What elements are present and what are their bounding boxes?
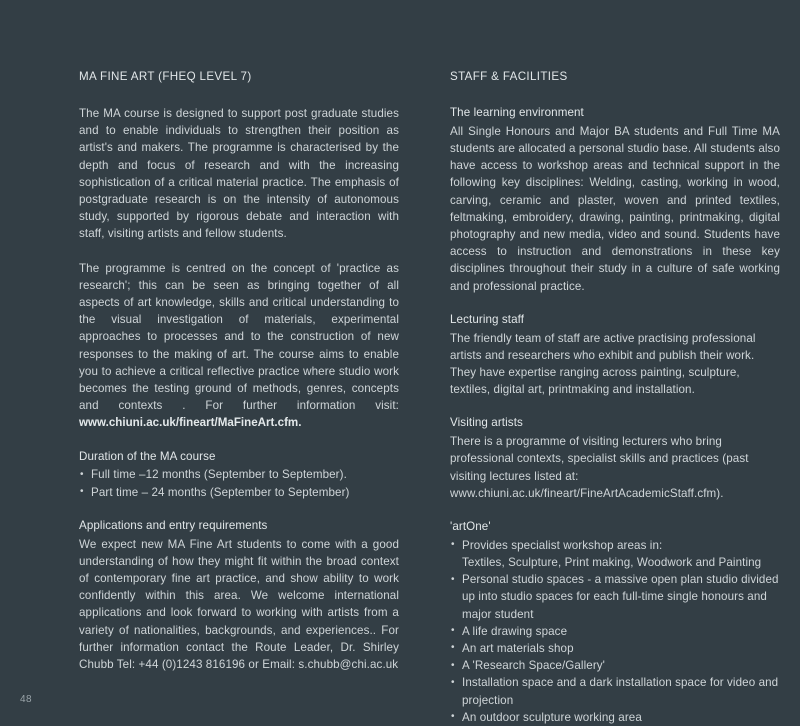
list-item: • Full time –12 months (September to September). [79,466,399,483]
practice-as-research-text: The programme is centred on the concept of 'practice as research'; this can be seen as bringing together of all aspects of art knowledge, skills and critical understanding to the visual investigation of materials, experimental approaches to processes and to the construction of new responses to the making of art. The course aims to enable you to achieve a critical reflective practice where studio work becomes the testing ground of methods, genres, concepts and contexts . For further information visit: [79,261,399,413]
left-section-title: MA FINE ART (FHEQ LEVEL 7) [79,70,252,83]
list-item-continuation: Textiles, Sculpture, Print making, Woodwork and Painting [462,555,762,569]
list-item-text: Provides specialist workshop areas in: [462,538,663,552]
page-number: 48 [20,694,32,705]
lecturing-staff-heading: Lecturing staff [450,312,525,326]
applications-body: We expect new MA Fine Art students to come with a good understanding of how they might fit within the broad context of contemporary fine art practice, and show ability to work confidently within this area. We welcome international applications and look forward to working with artists from a variety of nationalities, backgrounds, and experiences.. For further information contact the Route Leader, Dr. Shirley Chubb Tel: +44 (0)1243 816196 or Email: s.chubb@chi.ac.uk [79,537,399,671]
list-item: • An art materials shop [450,640,780,657]
art-one-block [450,519,780,726]
applications-heading: Applications and entry requirements [79,518,268,532]
visiting-artists-heading: Visiting artists [450,416,523,430]
list-item: • An outdoor sculpture working area [450,709,780,726]
list-item [450,537,780,571]
left-column [79,70,399,726]
practice-as-research-paragraph [79,260,399,432]
duration-list [79,466,399,500]
right-column [450,70,780,726]
duration-heading: Duration of the MA course [79,449,216,463]
ma-fine-art-url: www.chiuni.ac.uk/fineart/MaFineArt.cfm. [79,416,302,430]
lecturing-staff-block [450,312,780,399]
applications-block [79,518,399,673]
learning-environment-block [450,105,780,295]
visiting-artists-body: There is a programme of visiting lecturers who bring professional contexts, specialist skills and practices (past visiting lectures listed at: www.chiuni.ac.uk/fineart/FineArtAcademicStaff.cfm). [450,435,749,500]
art-one-heading: 'artOne' [450,519,491,533]
list-item: • Personal studio spaces - a massive open plan studio divided up into studio spaces for each full-time single honours and major student [450,571,780,623]
learning-environment-body: All Single Honours and Major BA students and Full Time MA students are allocated a personal studio base. All students also have access to workshop areas and technical support in the following key disciplines: Welding, casting, working in wood, carving, ceramic and plaster, woven and printed textiles, feltmaking, embroidery, drawing, painting, printmaking, digital photography and new media, video and sound. Students have access to instruction and demonstrations in these key disciplines throughout their study in a culture of safe working and professional practice. [450,124,780,293]
lecturing-staff-body: The friendly team of staff are active practising professional artists and researchers who exhibit and publish their work. They have expertise ranging across painting, sculpture, textiles, digital art, printmaking and installation. [450,331,756,397]
ma-course-intro-paragraph: The MA course is designed to support post graduate studies and to enable individuals to strengthen their position as artist's and makers. The programme is characterised by the depth and focus of research and with the increasing sophistication of a critical material practice. The emphasis of postgraduate research is on the intensity of autonomous study, supported by rigorous debate and interaction with staff, visiting artists and fellow students. [79,106,399,241]
list-item: • A life drawing space [450,623,780,640]
right-section-title: STAFF & FACILITIES [450,70,568,83]
two-column-layout [0,70,800,726]
list-item: • Installation space and a dark installation space for video and projection [450,674,780,708]
list-item: • Part time – 24 months (September to September) [79,484,399,501]
art-one-list [450,537,780,726]
visiting-artists-block [450,415,780,502]
duration-block [79,449,399,501]
list-item: • A 'Research Space/Gallery' [450,657,780,674]
learning-environment-heading: The learning environment [450,105,584,119]
